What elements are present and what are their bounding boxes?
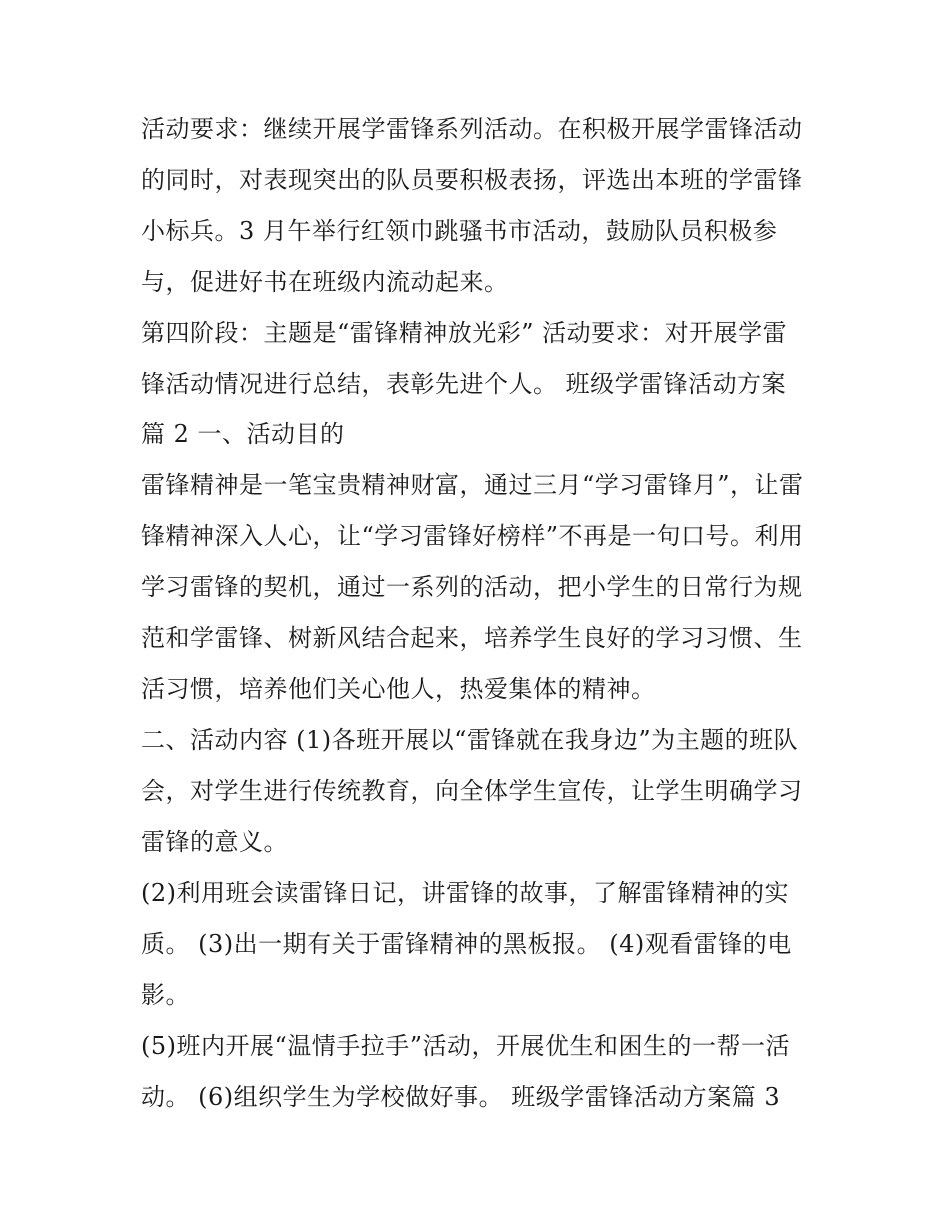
text-line-12: 活习惯，培养他们关心他人，热爱集体的精神。 bbox=[141, 675, 656, 703]
text-line-2: 的同时，对表现突出的队员要积极表扬，评选出本班的学雷锋 bbox=[141, 166, 803, 194]
text-line-4: 与，促进好书在班级内流动起来。 bbox=[141, 268, 509, 296]
text-line-13: 二、活动内容 (1)各班开展以“雷锋就在我身边”为主题的班队 bbox=[141, 726, 799, 754]
text-line-10: 学习雷锋的契机，通过一系列的活动，把小学生的日常行为规 bbox=[141, 573, 803, 601]
text-line-14: 会，对学生进行传统教育，向全体学生宣传，让学生明确学习 bbox=[141, 777, 803, 805]
text-line-11: 范和学雷锋、树新风结合起来，培养学生良好的学习习惯、生 bbox=[141, 624, 803, 652]
text-line-3: 小标兵。3 月午举行红领巾跳骚书市活动，鼓励队员积极参 bbox=[141, 217, 778, 245]
text-line-19: (5)班内开展“温情手拉手”活动，开展优生和困生的一帮一活 bbox=[141, 1032, 791, 1060]
text-line-15: 雷锋的意义。 bbox=[141, 828, 288, 856]
text-line-20: 动。 (6)组织学生为学校做好事。 班级学雷锋活动方案篇 3 bbox=[141, 1083, 781, 1111]
text-line-18: 影。 bbox=[141, 981, 190, 1009]
text-line-5: 第四阶段：主题是“雷锋精神放光彩” 活动要求：对开展学雷 bbox=[141, 319, 788, 347]
text-line-7: 篇 2 一、活动目的 bbox=[141, 420, 345, 448]
text-line-8: 雷锋精神是一笔宝贵精神财富，通过三月“学习雷锋月”，让雷 bbox=[141, 471, 804, 499]
text-line-9: 锋精神深入人心，让“学习雷锋好榜样”不再是一句口号。利用 bbox=[141, 522, 804, 550]
text-line-16: (2)利用班会读雷锋日记，讲雷锋的故事，了解雷锋精神的实 bbox=[141, 879, 789, 907]
text-line-1: 活动要求：继续开展学雷锋系列活动。在积极开展学雷锋活动 bbox=[141, 115, 803, 143]
text-line-6: 锋活动情况进行总结，表彰先进个人。 班级学雷锋活动方案 bbox=[141, 370, 787, 398]
text-line-17: 质。 (3)出一期有关于雷锋精神的黑板报。 (4)观看雷锋的电 bbox=[141, 930, 792, 958]
